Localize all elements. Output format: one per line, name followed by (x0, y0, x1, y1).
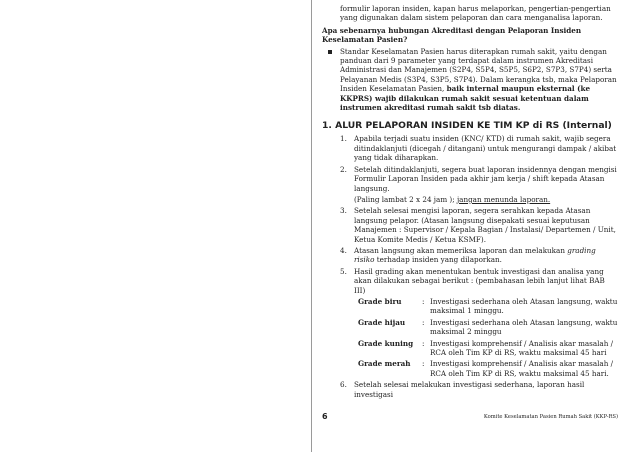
footer-title: Komite Keselamatan Pasien Rumah Sakit (KKP-RS) (483, 414, 618, 420)
item-text: Atasan langsung akan memeriksa laporan dan melakukan (354, 245, 568, 255)
section-heading: 1. ALUR PELAPORAN INSIDEN KE TIM KP di RS (Internal) (322, 120, 612, 132)
page-spine-divider (311, 0, 312, 452)
question-heading: Apa sebenarnya hubungan Akreditasi dengan Pelaporan Insiden Keselamatan Pasien? (322, 25, 582, 45)
bullet-square-icon (328, 50, 332, 54)
grade-label: Grade hijau (358, 317, 406, 327)
grade-colon: : (422, 359, 425, 369)
grade-colon: : (422, 317, 425, 327)
grade-colon: : (422, 296, 425, 306)
item-number: 2. (340, 164, 347, 174)
item-text: Setelah ditindaklanjuti, segera buat laporan insidennya dengan mengisi Formulir Laporan Insiden pada akhir jam kerja / shift kepada Atasan langsung. (354, 164, 617, 193)
item-note (354, 195, 618, 204)
grade-colon: : (422, 338, 425, 348)
page-footer (322, 412, 618, 424)
list-item (322, 267, 618, 378)
grade-text: Investigasi sederhana oleh Atasan langsung, waktu maksimal 1 minggu. (430, 296, 618, 316)
item-text: Hasil grading akan menentukan bentuk investigasi dan analisa yang akan dilakukan sebagai berikut : (pembahasan lebih lanjut lihat BAB III) (354, 266, 605, 295)
bullet-paragraph (322, 47, 618, 113)
grade-text: Investigasi komprehensif / Analisis akar masalah / RCA oleh Tim KP di RS, waktu maksimal 45 hari (430, 338, 614, 357)
item-note-underline: jangan menunda laporan. (456, 194, 551, 204)
item-number: 5. (340, 266, 347, 276)
intro-paragraph: formulir laporan insiden, kapan harus melaporkan, pengertian-pengertian yang digunakan dalam sistem pelaporan dan cara menganalisa laporan. (340, 4, 611, 23)
list-item (322, 165, 618, 205)
item-italic-text: grading risiko (354, 245, 596, 265)
item-number: 1. (340, 134, 347, 144)
grade-row (354, 318, 618, 337)
list-item (322, 134, 618, 162)
grade-text: Investigasi komprehensif / Analisis akar masalah / RCA oleh Tim KP di RS, waktu maksimal 45 hari. (430, 359, 614, 378)
grade-label: Grade merah (358, 359, 411, 369)
grade-label: Grade biru (358, 296, 402, 306)
bullet-text: Standar Keselamatan Pasien harus diterapkan rumah sakit, yaitu dengan panduan dari 9 parameter yang terdapat dalam instrumen Akreditasi Administrasi dan Manajemen (S2P4, S5P4, S5P5, S6P2, S7P3, S7P4) serta Pelayanan Medis (S3P4, S3P5, S7P4). Dalam kerangka tsb, maka Pelaporan Insiden Keselamatan Pasien, (340, 46, 617, 94)
grade-row (354, 359, 618, 378)
item-note-text: (Paling lambat 2 x 24 jam ); (354, 194, 457, 204)
document-page (322, 4, 618, 399)
item-text: Setelah selesai melakukan investigasi sederhana, laporan hasil investigasi (354, 380, 585, 399)
list-item (322, 246, 618, 265)
list-item (322, 380, 618, 399)
list-item (322, 206, 618, 244)
grade-text: Investigasi sederhana oleh Atasan langsung, waktu maksimal 2 minggu (430, 317, 618, 337)
bullet-bold-text: baik internal maupun eksternal (ke KKPRS) wajib dilakukan rumah sakit sesuai ketentuan dalam instrumen akreditasi rumah sakit tsb diatas. (340, 84, 591, 113)
item-number: 3. (340, 206, 347, 216)
grade-row (354, 297, 618, 316)
grade-row (354, 339, 618, 358)
item-number: 4. (340, 245, 347, 255)
item-text-suffix: terhadap insiden yang dilaporkan. (374, 255, 502, 265)
page-number: 6 (322, 412, 328, 421)
item-text: Apabila terjadi suatu insiden (KNC/ KTD) di rumah sakit, wajib segera ditindaklanjuti (dicegah / ditangani) untuk mengurangi dampak / akibat yang tidak diharapkan. (354, 134, 617, 163)
item-text: Setelah selesai mengisi laporan, segera serahkan kepada Atasan langsung pelapor. (Atasan langsung disepakati sesuai keputusan Manajemen : Supervisor / Kepala Bagian / Instalasi/ Departemen / Unit, Ketua Komite Medis / Ketua KSMF). (354, 206, 616, 244)
item-number: 6. (340, 380, 347, 390)
grade-label: Grade kuning (358, 338, 414, 348)
